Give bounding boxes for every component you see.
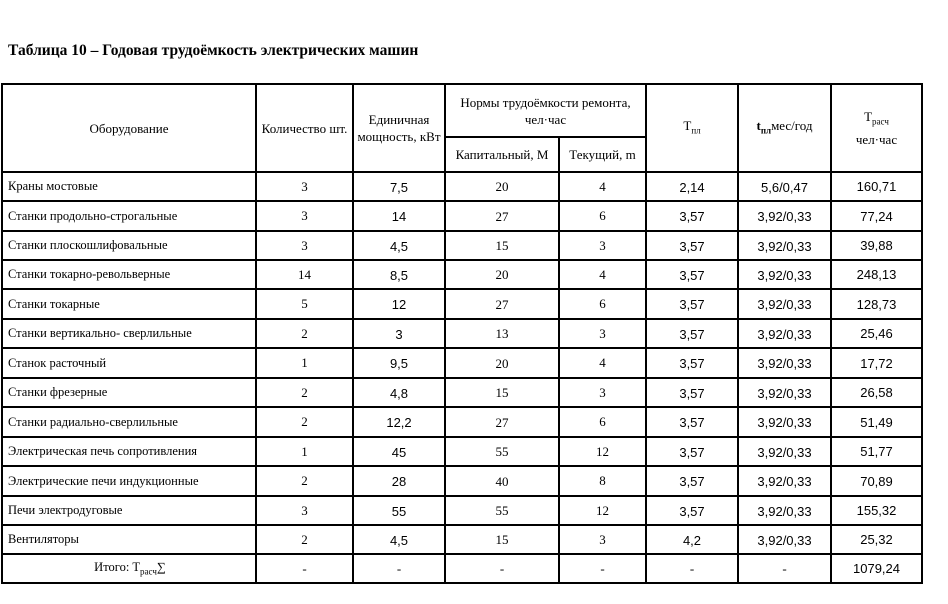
cell-unit-power: 28 (353, 466, 445, 496)
cell-t-pl-month: 3,92/0,33 (738, 496, 831, 525)
cell-equipment: Станки токарные (2, 289, 256, 319)
cell-capital: 27 (445, 289, 559, 319)
cell-t-pl: 3,57 (646, 496, 738, 525)
total-label (2, 554, 256, 583)
cell-t-pl-month: 3,92/0,33 (738, 525, 831, 554)
cell-t-pl-month: 3,92/0,33 (738, 231, 831, 260)
total-cell-tpl: - (646, 554, 738, 583)
total-cell-current: - (559, 554, 646, 583)
cell-quantity: 3 (256, 201, 353, 231)
cell-capital: 20 (445, 348, 559, 378)
table-row (2, 496, 922, 525)
header-row-1 (2, 84, 922, 137)
cell-t-pl-month: 3,92/0,33 (738, 348, 831, 378)
header-t-pl-month (738, 84, 831, 172)
table-row (2, 348, 922, 378)
cell-t-pl: 3,57 (646, 378, 738, 407)
cell-quantity: 2 (256, 466, 353, 496)
cell-quantity: 3 (256, 231, 353, 260)
table-row (2, 172, 922, 201)
cell-quantity: 3 (256, 172, 353, 201)
cell-capital: 55 (445, 496, 559, 525)
cell-capital: 15 (445, 378, 559, 407)
table-row (2, 525, 922, 554)
header-quantity: Количество шт. (256, 84, 353, 172)
total-row (2, 554, 922, 583)
cell-equipment: Станки фрезерные (2, 378, 256, 407)
cell-equipment: Электрические печи индукционные (2, 466, 256, 496)
cell-equipment: Печи электродуговые (2, 496, 256, 525)
cell-capital: 15 (445, 231, 559, 260)
cell-t-pl-month: 5,6/0,47 (738, 172, 831, 201)
cell-t-pl-month: 3,92/0,33 (738, 319, 831, 348)
t-rasch-subscript: расч (872, 116, 889, 127)
total-label-subscript: расч (140, 566, 157, 577)
cell-equipment: Вентиляторы (2, 525, 256, 554)
cell-t-rasch: 155,32 (831, 496, 922, 525)
cell-current: 4 (559, 260, 646, 289)
cell-t-pl-month: 3,92/0,33 (738, 437, 831, 466)
cell-t-rasch: 160,71 (831, 172, 922, 201)
cell-unit-power: 7,5 (353, 172, 445, 201)
cell-t-rasch: 77,24 (831, 201, 922, 231)
table-row (2, 378, 922, 407)
table-row (2, 407, 922, 437)
cell-unit-power: 55 (353, 496, 445, 525)
cell-t-pl: 3,57 (646, 201, 738, 231)
cell-current: 12 (559, 437, 646, 466)
table-row (2, 201, 922, 231)
cell-unit-power: 9,5 (353, 348, 445, 378)
cell-capital: 20 (445, 172, 559, 201)
cell-current: 4 (559, 348, 646, 378)
cell-current: 6 (559, 289, 646, 319)
cell-equipment: Электрическая печь сопротивления (2, 437, 256, 466)
cell-t-pl: 3,57 (646, 260, 738, 289)
cell-unit-power: 8,5 (353, 260, 445, 289)
cell-quantity: 2 (256, 378, 353, 407)
cell-current: 8 (559, 466, 646, 496)
cell-equipment: Станок расточный (2, 348, 256, 378)
cell-unit-power: 3 (353, 319, 445, 348)
header-current: Текущий, m (559, 137, 646, 172)
cell-current: 3 (559, 231, 646, 260)
total-label-prefix: Итого: T (94, 560, 141, 575)
cell-t-pl-month: 3,92/0,33 (738, 407, 831, 437)
total-cell-capital: - (445, 554, 559, 583)
cell-t-pl-month: 3,92/0,33 (738, 201, 831, 231)
cell-current: 12 (559, 496, 646, 525)
cell-quantity: 2 (256, 407, 353, 437)
t-pl-subscript: пл (691, 125, 701, 136)
cell-t-pl: 4,2 (646, 525, 738, 554)
cell-quantity: 2 (256, 525, 353, 554)
cell-t-rasch: 39,88 (831, 231, 922, 260)
header-capital: Капитальный, M (445, 137, 559, 172)
t-rasch-symbol: T (864, 109, 873, 125)
cell-t-pl: 3,57 (646, 437, 738, 466)
cell-t-pl: 3,57 (646, 319, 738, 348)
labor-intensity-table (1, 83, 923, 584)
cell-unit-power: 14 (353, 201, 445, 231)
total-cell-tmes: - (738, 554, 831, 583)
cell-quantity: 2 (256, 319, 353, 348)
total-label-sum-symbol: ∑ (156, 560, 166, 575)
cell-equipment: Краны мостовые (2, 172, 256, 201)
header-equipment: Оборудование (2, 84, 256, 172)
cell-capital: 20 (445, 260, 559, 289)
total-cell-trasch: 1079,24 (831, 554, 922, 583)
t-rasch-unit: чел·час (855, 131, 898, 147)
cell-t-pl-month: 3,92/0,33 (738, 466, 831, 496)
cell-quantity: 5 (256, 289, 353, 319)
cell-t-pl: 3,57 (646, 466, 738, 496)
cell-t-pl: 3,57 (646, 407, 738, 437)
cell-unit-power: 12,2 (353, 407, 445, 437)
header-t-rasch (831, 84, 922, 172)
cell-current: 6 (559, 407, 646, 437)
header-unit-power: Единичная мощность, кВт (353, 84, 445, 172)
cell-capital: 15 (445, 525, 559, 554)
cell-t-rasch: 51,77 (831, 437, 922, 466)
cell-unit-power: 12 (353, 289, 445, 319)
cell-quantity: 3 (256, 496, 353, 525)
header-t-pl (646, 84, 738, 172)
cell-t-rasch: 70,89 (831, 466, 922, 496)
cell-t-rasch: 25,46 (831, 319, 922, 348)
t-pl-month-subscript: пл (760, 125, 772, 136)
cell-capital: 13 (445, 319, 559, 348)
cell-equipment: Станки радиально-сверлильные (2, 407, 256, 437)
cell-equipment: Станки плоскошлифовальные (2, 231, 256, 260)
cell-t-pl-month: 3,92/0,33 (738, 378, 831, 407)
cell-t-rasch: 248,13 (831, 260, 922, 289)
cell-t-pl: 2,14 (646, 172, 738, 201)
cell-capital: 40 (445, 466, 559, 496)
cell-t-rasch: 51,49 (831, 407, 922, 437)
cell-t-pl: 3,57 (646, 289, 738, 319)
cell-t-pl-month: 3,92/0,33 (738, 260, 831, 289)
cell-current: 6 (559, 201, 646, 231)
cell-current: 3 (559, 319, 646, 348)
cell-t-pl: 3,57 (646, 231, 738, 260)
cell-quantity: 1 (256, 437, 353, 466)
cell-quantity: 1 (256, 348, 353, 378)
table-row (2, 466, 922, 496)
total-cell-qty: - (256, 554, 353, 583)
cell-capital: 27 (445, 201, 559, 231)
header-repair-norms: Нормы трудоёмкости ремонта, чел·час (445, 84, 646, 137)
cell-equipment: Станки вертикально- сверлильные (2, 319, 256, 348)
table-row (2, 319, 922, 348)
cell-unit-power: 4,8 (353, 378, 445, 407)
cell-t-pl-month: 3,92/0,33 (738, 289, 831, 319)
cell-unit-power: 45 (353, 437, 445, 466)
cell-current: 3 (559, 525, 646, 554)
table-row (2, 289, 922, 319)
total-cell-power: - (353, 554, 445, 583)
cell-unit-power: 4,5 (353, 525, 445, 554)
table-row (2, 231, 922, 260)
cell-quantity: 14 (256, 260, 353, 289)
cell-t-rasch: 25,32 (831, 525, 922, 554)
t-pl-month-symbol: t (756, 117, 761, 133)
t-pl-month-unit: мес/год (771, 117, 813, 133)
table-row (2, 437, 922, 466)
cell-equipment: Станки продольно-строгальные (2, 201, 256, 231)
t-pl-symbol: T (683, 117, 692, 133)
cell-unit-power: 4,5 (353, 231, 445, 260)
table-title: Таблица 10 – Годовая трудоёмкость электрических машин (8, 42, 419, 59)
cell-t-rasch: 26,58 (831, 378, 922, 407)
cell-t-rasch: 17,72 (831, 348, 922, 378)
cell-capital: 55 (445, 437, 559, 466)
cell-t-pl: 3,57 (646, 348, 738, 378)
cell-equipment: Станки токарно-револьверные (2, 260, 256, 289)
cell-current: 3 (559, 378, 646, 407)
table-row (2, 260, 922, 289)
cell-t-rasch: 128,73 (831, 289, 922, 319)
cell-capital: 27 (445, 407, 559, 437)
cell-current: 4 (559, 172, 646, 201)
